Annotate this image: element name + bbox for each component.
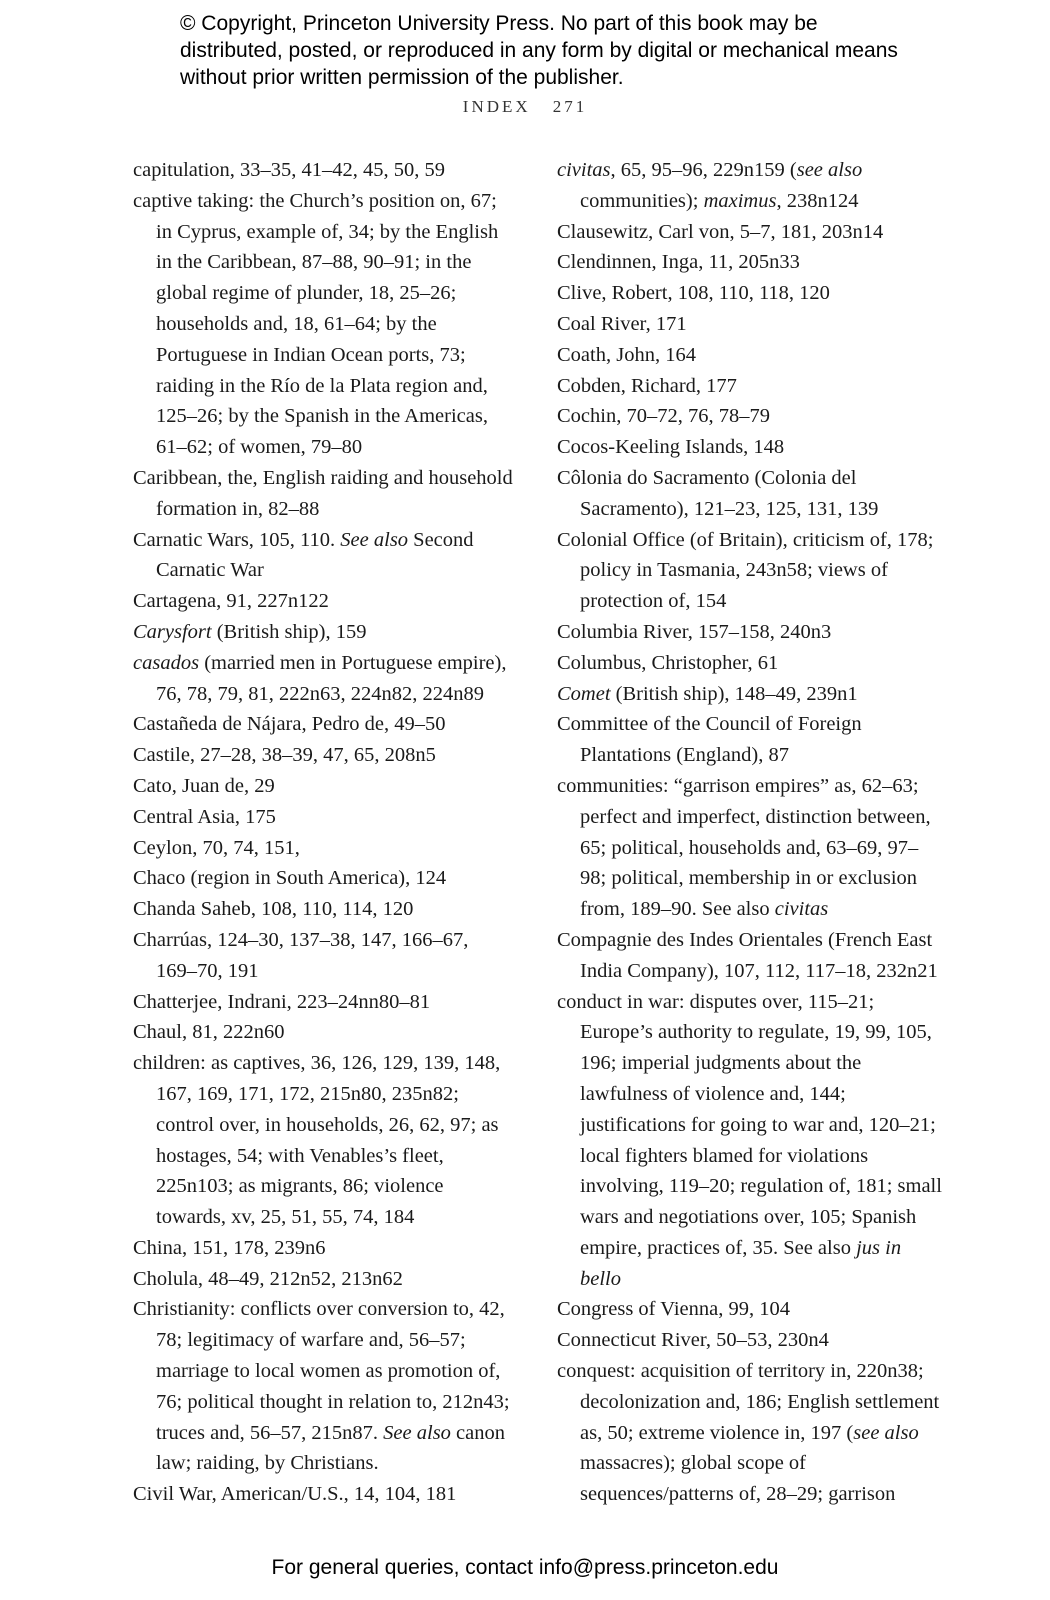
index-entry xyxy=(133,525,513,587)
index-entry-text: Compagnie des Indes Orientales (French East India Company), 107, 112, 117–18, 232n21 xyxy=(557,928,938,982)
index-entry xyxy=(557,648,942,679)
index-entry-text: , 238n124 xyxy=(776,189,859,212)
index-entry-text: Clive, Robert, 108, 110, 118, 120 xyxy=(557,282,830,305)
index-entry-text: conduct in war: disputes over, 115–21; Europe’s authority to regulate, 19, 99, 105, 196; imperial judgments about the lawfulness of violence and, 144; justifications for going to war and, 120–21; local fighters blamed for violations involving, 119–20; regulation of, 181; small wars and negotiations over, 105; Spanish empire, practices of, 35. See also xyxy=(557,990,942,1259)
index-entry-text: communities); xyxy=(580,189,704,212)
index-entry-text: massacres); global scope of sequences/patterns of, 28–29; garrison xyxy=(580,1452,896,1506)
index-entry-text: Chaco (region in South America), 124 xyxy=(133,867,447,890)
index-entry-text: casados xyxy=(133,651,200,674)
index-entry-text: Cartagena, 91, 227n122 xyxy=(133,590,329,613)
index-entry-text: Central Asia, 175 xyxy=(133,805,276,828)
index-entry-text: Charrúas, 124–30, 137–38, 147, 166–67, 169–70, 191 xyxy=(133,928,469,982)
index-entry-text: Colonial Office (of Britain), criticism of, 178; policy in Tasmania, 243n58; views of protection of, 154 xyxy=(557,528,934,613)
index-entry-text: Cato, Juan de, 29 xyxy=(133,774,275,797)
index-entry xyxy=(557,155,942,217)
index-entry-text: (British ship), 159 xyxy=(211,620,367,643)
copyright-notice: © Copyright, Princeton University Press. No part of this book may be distributed, posted, or reproduced in any form by digital or mechanical means without prior written permission of the publisher. xyxy=(180,12,898,89)
index-entry xyxy=(557,771,942,925)
index-entry xyxy=(557,925,942,987)
index-entry-text: Columbia River, 157–158, 240n3 xyxy=(557,620,832,643)
index-entry-text: Clausewitz, Carl von, 5–7, 181, 203n14 xyxy=(557,220,884,243)
index-entry xyxy=(133,740,513,771)
index-entry-text: Connecticut River, 50–53, 230n4 xyxy=(557,1329,829,1352)
index-entry-text: children: as captives, 36, 126, 129, 139, 148, 167, 169, 171, 172, 215n80, 235n82; control over, in households, 26, 62, 97; as hostages, 54; with Venables’s fleet, 225n103; as migrants, 86; violence towards, xv, 25, 51, 55, 74, 184 xyxy=(133,1052,501,1229)
index-entry xyxy=(557,463,942,525)
index-entry xyxy=(133,925,513,987)
index-entry xyxy=(557,525,942,617)
index-entry-text: canon law; raiding, by Christians. xyxy=(156,1421,505,1475)
index-entry xyxy=(557,1294,942,1325)
index-entry-text: Civil War, American/U.S., 14, 104, 181 xyxy=(133,1483,457,1506)
index-entry xyxy=(557,247,942,278)
index-entry xyxy=(557,278,942,309)
index-entry-text: Christianity: conflicts over conversion to, 42, 78; legitimacy of warfare and, 56–57; marriage to local women as promotion of, 76; political thought in relation to, 212n43; truces and, 56–57, 215n87. xyxy=(133,1298,510,1444)
index-entry-text: Castile, 27–28, 38–39, 47, 65, 208n5 xyxy=(133,744,436,767)
index-entry-text: (British ship), 148–49, 239n1 xyxy=(610,682,858,705)
index-entry-text: Ceylon, 70, 74, 151, xyxy=(133,836,300,859)
index-entry-text: Cobden, Richard, 177 xyxy=(557,374,737,397)
index-entry-text: Caribbean, the, English raiding and household formation in, 82–88 xyxy=(133,466,513,520)
index-entry-text: Second Carnatic War xyxy=(156,528,474,582)
index-entry-text: Cochin, 70–72, 76, 78–79 xyxy=(557,405,770,428)
index-entry xyxy=(557,709,942,771)
index-entry-text: China, 151, 178, 239n6 xyxy=(133,1236,326,1259)
index-entry-text: Cocos-Keeling Islands, 148 xyxy=(557,436,785,459)
index-entry xyxy=(557,617,942,648)
index-entry xyxy=(133,771,513,802)
index-entry-text: Chatterjee, Indrani, 223–24nn80–81 xyxy=(133,990,431,1013)
index-entry xyxy=(133,863,513,894)
index-entry-text: see also xyxy=(796,159,863,181)
index-entry xyxy=(557,371,942,402)
index-entry-text: Cholula, 48–49, 212n52, 213n62 xyxy=(133,1267,403,1290)
index-entry xyxy=(557,340,942,371)
index-entry xyxy=(133,1048,513,1233)
page-number: 271 xyxy=(552,97,588,116)
running-head xyxy=(0,97,1050,117)
index-entry xyxy=(133,1017,513,1048)
index-entry-text: Chaul, 81, 222n60 xyxy=(133,1021,285,1044)
index-entry xyxy=(133,463,513,525)
index-entry xyxy=(557,217,942,248)
footer-contact: For general queries, contact info@press.princeton.edu xyxy=(271,1556,779,1579)
index-entry-text: Coal River, 171 xyxy=(557,312,687,335)
index-entry xyxy=(133,586,513,617)
index-entry-text: capitulation, 33–35, 41–42, 45, 50, 59 xyxy=(133,159,446,181)
index-entry xyxy=(133,1294,513,1479)
index-entry xyxy=(557,1325,942,1356)
index-entry-text: , 65, 95–96, 229n159 ( xyxy=(610,159,797,181)
index-entry-text: civitas xyxy=(774,898,829,921)
index-entry-text: civitas xyxy=(557,159,611,181)
index-entry xyxy=(557,432,942,463)
index-entry-text: maximus xyxy=(703,189,777,212)
section-title: INDEX xyxy=(462,97,531,116)
index-entry-text: See also xyxy=(383,1421,451,1444)
index-entry-text: Coath, John, 164 xyxy=(557,343,696,366)
index-entry xyxy=(557,309,942,340)
index-entry xyxy=(133,155,513,186)
index-entry-text: Clendinnen, Inga, 11, 205n33 xyxy=(557,251,800,274)
index-column-left xyxy=(133,155,513,1510)
index-entry xyxy=(133,709,513,740)
index-entry-text: See also xyxy=(340,528,409,551)
index-entry-text: communities: “garrison empires” as, 62–63; perfect and imperfect, distinction between, 65; political, households and, 63–69, 97–98; political, membership in or exclusion from, 189–90. See also xyxy=(557,774,931,921)
index-entry-text: captive taking: the Church’s position on, 67; in Cyprus, example of, 34; by the English in the Caribbean, 87–88, 90–91; in the global regime of plunder, 18, 25–26; households and, 18, 61–64; by the Portuguese in Indian Ocean ports, 73; raiding in the Río de la Plata region and, 125–26; by the Spanish in the Americas, 61–62; of women, 79–80 xyxy=(133,189,499,459)
index-entry-text: Committee of the Council of Foreign Plantations (England), 87 xyxy=(557,713,862,767)
index-entry-text: jus in bello xyxy=(580,1236,902,1290)
index-entry-text: Congress of Vienna, 99, 104 xyxy=(557,1298,790,1321)
index-entry xyxy=(133,833,513,864)
index-entry xyxy=(133,894,513,925)
index-entry-text: Castañeda de Nájara, Pedro de, 49–50 xyxy=(133,713,446,736)
index-entry-text: conquest: acquisition of territory in, 220n38; decolonization and, 186; English settlement as, 50; extreme violence in, 197 ( xyxy=(557,1360,940,1444)
index-entry xyxy=(133,1479,513,1510)
index-entry xyxy=(133,186,513,463)
index-entry xyxy=(133,1264,513,1295)
index-entry xyxy=(557,679,942,710)
index-entry xyxy=(133,1233,513,1264)
index-entry-text: Côlonia do Sacramento (Colonia del Sacramento), 121–23, 125, 131, 139 xyxy=(557,466,879,520)
index-entry xyxy=(133,802,513,833)
index-entry xyxy=(133,617,513,648)
index-entry-text: Chanda Saheb, 108, 110, 114, 120 xyxy=(133,898,414,921)
index-entry-text: Carysfort xyxy=(133,620,212,643)
index-entry-text: (married men in Portuguese empire), 76, 78, 79, 81, 222n63, 224n82, 224n89 xyxy=(156,651,507,705)
index-entry-text: Columbus, Christopher, 61 xyxy=(557,651,779,674)
index-entry-text: Carnatic Wars, 105, 110. xyxy=(133,528,341,551)
index-entry xyxy=(133,648,513,710)
index-entry xyxy=(557,401,942,432)
index-entry-text: Comet xyxy=(557,682,611,705)
index-column-right xyxy=(557,155,942,1510)
index-entry xyxy=(557,1356,942,1510)
index-entry xyxy=(133,987,513,1018)
index-entry-text: see also xyxy=(853,1421,919,1444)
index-entry xyxy=(557,987,942,1295)
